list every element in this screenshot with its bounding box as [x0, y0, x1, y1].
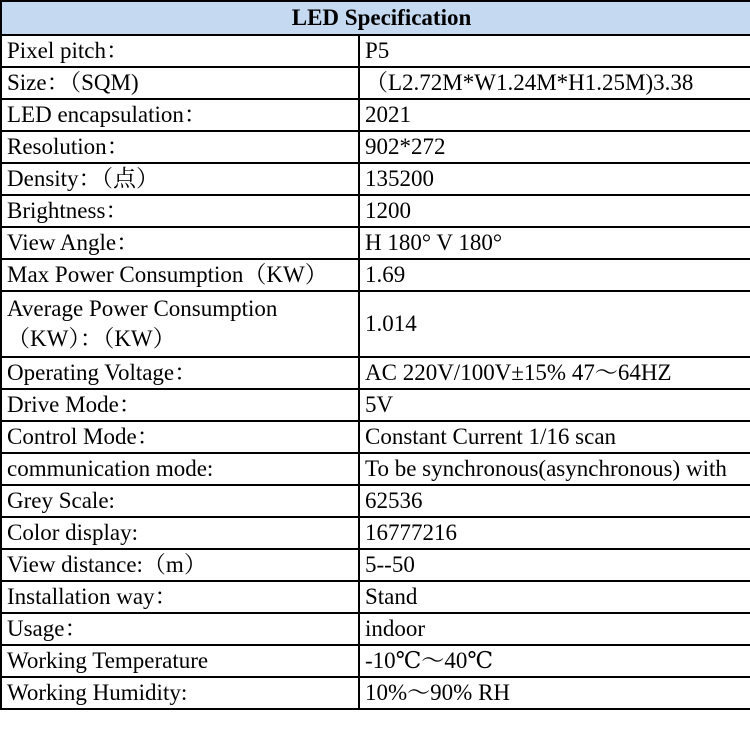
row-value: 902*272 — [359, 131, 750, 163]
table-row — [1, 357, 750, 389]
row-value: H 180° V 180° — [359, 227, 750, 259]
table-row — [1, 453, 750, 485]
table-row — [1, 421, 750, 453]
row-label: Working Humidity: — [1, 677, 359, 709]
row-label: Operating Voltage： — [1, 357, 359, 389]
row-label: Working Temperature — [1, 645, 359, 677]
row-value: To be synchronous(asynchronous) with — [359, 453, 750, 485]
row-label: Max Power Consumption（KW） — [1, 259, 359, 291]
title-row — [1, 1, 750, 35]
row-value: 10%～90% RH — [359, 677, 750, 709]
row-label: LED encapsulation： — [1, 99, 359, 131]
row-label: Drive Mode： — [1, 389, 359, 421]
row-label: Brightness： — [1, 195, 359, 227]
row-label: Density：（点） — [1, 163, 359, 195]
table-row — [1, 227, 750, 259]
row-label: Pixel pitch： — [1, 35, 359, 67]
table-title: LED Specification — [1, 1, 750, 35]
table-row — [1, 645, 750, 677]
table-row — [1, 67, 750, 99]
row-label: View Angle： — [1, 227, 359, 259]
row-value: Constant Current 1/16 scan — [359, 421, 750, 453]
row-value: AC 220V/100V±15% 47～64HZ — [359, 357, 750, 389]
row-value: Stand — [359, 581, 750, 613]
row-label: Installation way： — [1, 581, 359, 613]
table-row — [1, 259, 750, 291]
row-label: Average Power Consumption （KW）：（KW） — [1, 291, 359, 357]
row-value: -10℃～40℃ — [359, 645, 750, 677]
table-row — [1, 99, 750, 131]
table-row — [1, 163, 750, 195]
table-row — [1, 291, 750, 357]
row-value: 2021 — [359, 99, 750, 131]
table-row — [1, 549, 750, 581]
row-value: 62536 — [359, 485, 750, 517]
table-row — [1, 131, 750, 163]
row-label: Usage： — [1, 613, 359, 645]
table-row — [1, 677, 750, 709]
table-row — [1, 35, 750, 67]
row-value: indoor — [359, 613, 750, 645]
row-label: Size：（SQM) — [1, 67, 359, 99]
row-label: Color display: — [1, 517, 359, 549]
row-value: 1.014 — [359, 291, 750, 357]
row-label: communication mode: — [1, 453, 359, 485]
row-value: 16777216 — [359, 517, 750, 549]
table-row — [1, 613, 750, 645]
table-row — [1, 581, 750, 613]
table-row — [1, 195, 750, 227]
table-row — [1, 517, 750, 549]
row-value: 135200 — [359, 163, 750, 195]
row-value: 5V — [359, 389, 750, 421]
row-value: 1200 — [359, 195, 750, 227]
row-value: P5 — [359, 35, 750, 67]
table-row — [1, 485, 750, 517]
row-label: Grey Scale: — [1, 485, 359, 517]
row-label: Resolution： — [1, 131, 359, 163]
row-value: 1.69 — [359, 259, 750, 291]
row-label: Control Mode： — [1, 421, 359, 453]
row-label: View distance:（m） — [1, 549, 359, 581]
row-value: 5--50 — [359, 549, 750, 581]
row-value: （L2.72M*W1.24M*H1.25M)3.38 — [359, 67, 750, 99]
table-row — [1, 389, 750, 421]
